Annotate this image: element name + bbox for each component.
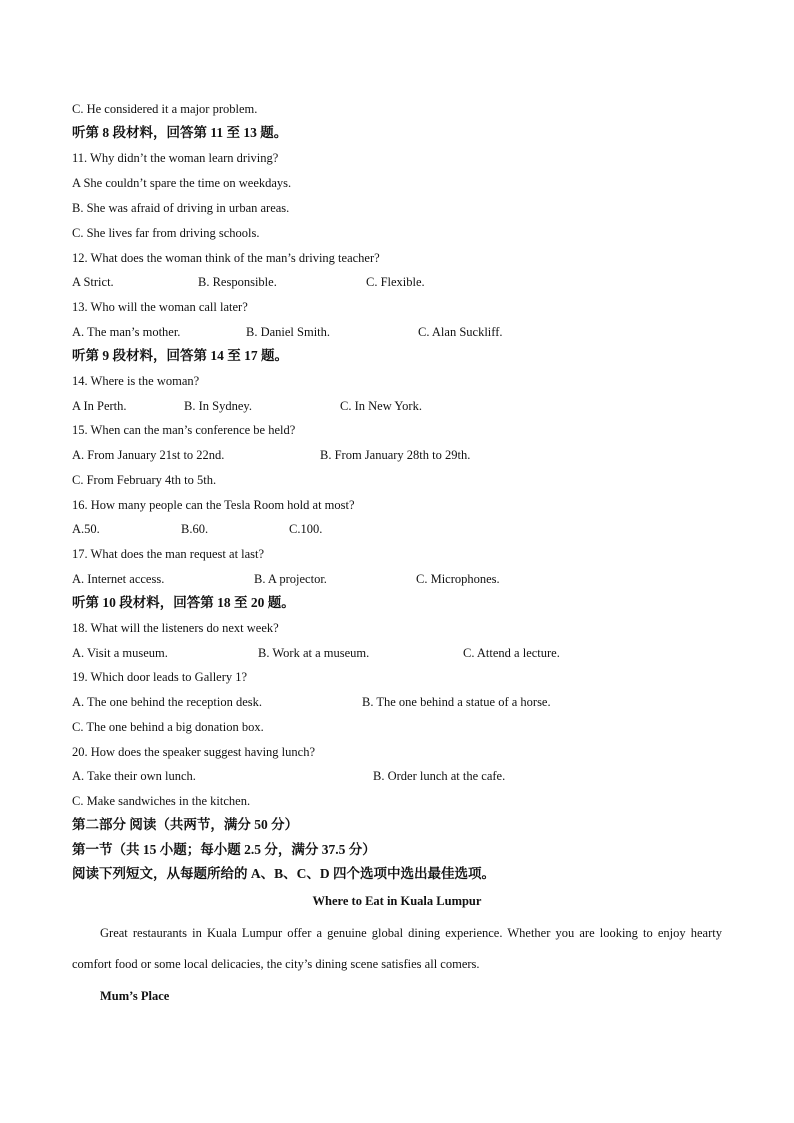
article-paragraph: Great restaurants in Kuala Lumpur offer a genuine global dining experience. Whether you are looking to enjoy hearty comfort food or some local delicacies, the city’s dining scene satisfies all comers. [72,926,722,971]
answer-option: C. Make sandwiches in the kitchen. [72,794,251,808]
question: 13. Who will the woman call later? [72,300,248,314]
question: 16. How many people can the Tesla Room hold at most? [72,498,355,512]
answer-option: A Strict. [72,275,114,289]
answer-option: A. Internet access. [72,572,165,586]
question: 11. Why didn’t the woman learn driving? [72,151,279,165]
part-heading: 第二部分 阅读（共两节，满分 50 分） [72,817,299,832]
answer-option: B. In Sydney. [184,399,252,413]
section-heading: 听第 8 段材料，回答第 11 至 13 题。 [72,125,288,140]
article-title: Where to Eat in Kuala Lumpur [312,894,482,908]
answer-option: B. From January 28th to 29th. [320,448,471,462]
question: 15. When can the man’s conference be held? [72,423,296,437]
answer-option: C.100. [289,522,323,536]
answer-option: B.60. [181,522,209,536]
answer-option: C. He considered it a major problem. [72,102,258,116]
answer-option: B. Work at a museum. [258,646,370,660]
section-heading: 听第 10 段材料，回答第 18 至 20 题。 [72,595,295,610]
answer-option: A. The man’s mother. [72,325,181,339]
section-heading: 听第 9 段材料，回答第 14 至 17 题。 [72,348,288,363]
question: 12. What does the woman think of the man’s driving teacher? [72,251,380,265]
answer-option: A She couldn’t spare the time on weekdays. [72,176,292,190]
section-heading: 第一节（共 15 小题；每小题 2.5 分，满分 37.5 分） [72,842,376,857]
answer-option: A. From January 21st to 22nd. [72,448,225,462]
answer-option: C. Attend a lecture. [463,646,560,660]
answer-option: C. She lives far from driving schools. [72,226,260,240]
answer-option: C. From February 4th to 5th. [72,473,217,487]
question: 20. How does the speaker suggest having lunch? [72,745,315,759]
article-subheading: Mum’s Place [100,989,170,1003]
answer-option: C. Microphones. [416,572,500,586]
answer-option: B. A projector. [254,572,327,586]
question: 18. What will the listeners do next week? [72,621,279,635]
answer-option: B. Responsible. [198,275,277,289]
answer-option: B. The one behind a statue of a horse. [362,695,551,709]
answer-option: A. Visit a museum. [72,646,168,660]
question: 17. What does the man request at last? [72,547,265,561]
answer-option: A In Perth. [72,399,127,413]
answer-option: C. The one behind a big donation box. [72,720,264,734]
answer-option: B. Order lunch at the cafe. [373,769,506,783]
answer-option: B. She was afraid of driving in urban areas. [72,201,290,215]
answer-option: A.50. [72,522,100,536]
instructions: 阅读下列短文，从每题所给的 A、B、C、D 四个选项中选出最佳选项。 [72,866,496,881]
answer-option: C. Alan Suckliff. [418,325,503,339]
question: 19. Which door leads to Gallery 1? [72,670,248,684]
question: 14. Where is the woman? [72,374,200,388]
answer-option: A. Take their own lunch. [72,769,196,783]
answer-option: C. In New York. [340,399,422,413]
answer-option: C. Flexible. [366,275,425,289]
answer-option: A. The one behind the reception desk. [72,695,262,709]
answer-option: B. Daniel Smith. [246,325,331,339]
